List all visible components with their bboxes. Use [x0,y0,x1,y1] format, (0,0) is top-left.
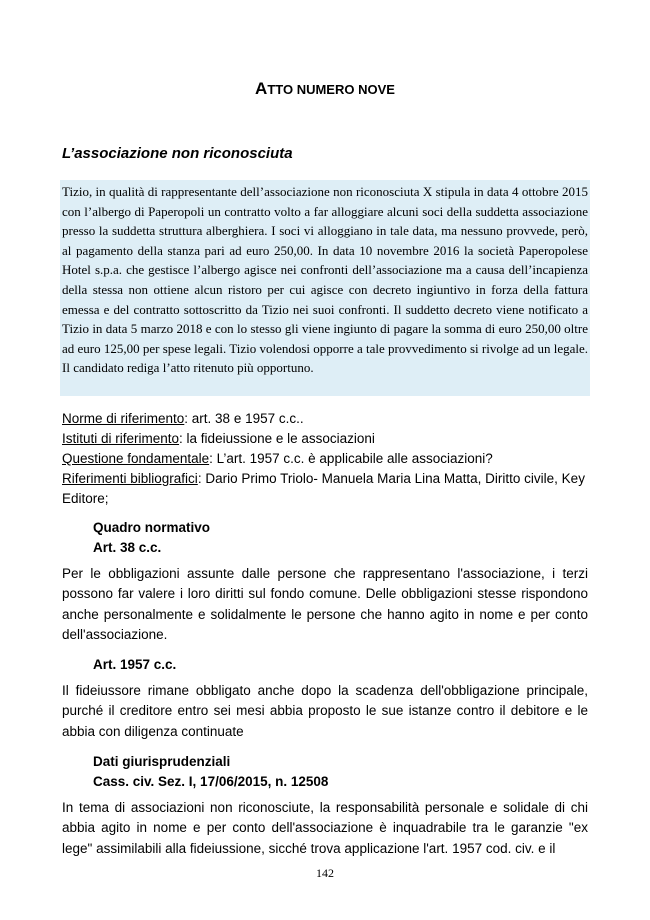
heading-cassazione: Cass. civ. Sez. I, 17/06/2015, n. 12508 [93,774,329,789]
reference-value: : art. 38 e 1957 c.c.. [184,411,304,426]
references-block [62,409,588,509]
reference-label: Istituti di riferimento [62,431,180,446]
heading-quadro-normativo: Quadro normativo [93,520,211,535]
document-title [0,79,650,99]
reference-line-riferimenti [62,469,588,509]
reference-line-norme [62,409,588,429]
title-rest: TTO NUMERO NOVE [267,82,395,97]
section-subtitle: L’associazione non riconosciuta [62,145,293,162]
paragraph-cassazione: In tema di associazioni non riconosciute, la responsabilità personale e solidale di chi abbia agito in nome e per conto dell'associazione è inquadrabile tra le garanzie "ex lege" assimilabili alla fideiussione, sicché trova applicazione l'art. 1957 cod. civ. e il [62,800,588,856]
heading-art-38: Art. 38 c.c. [93,540,162,555]
case-text-box: Tizio, in qualità di rappresentante dell’associazione non riconosciuta X stipula in data 4 ottobre 2015 con l’albergo di Paperopoli un contratto volto a far alloggiare alcuni soci della suddetta associazione presso la suddetta struttura alberghiera. I soci vi alloggiano in tale data, ma nessuno provvede, però, al pagamento della stanza pari ad euro 250,00. In data 10 novembre 2016 la società Paperopolese Hotel s.p.a. che gestisce l’albergo agisce nei confronti dell’associazione ma a causa dell’incapienza della stessa non ottiene alcun ristoro per cui agisce con decreto ingiuntivo in forza della fattura emessa e del contratto sottoscritto da Tizio nei suoi confronti. Il suddetto decreto viene notificato a Tizio in data 5 marzo 2018 e con lo stesso gli viene ingiunto di pagare la somma di euro 250,00 oltre ad euro 125,00 per spese legali. Tizio volendosi opporre a tale provvedimento si rivolge ad un legale. Il candidato rediga l’atto ritenuto più opportuno. [60,180,590,396]
reference-value: : L’art. 1957 c.c. è applicabile alle associazioni? [209,451,493,466]
title-initial: A [255,79,268,98]
paragraph-art-38: Per le obbligazioni assunte dalle persone che rappresentano l'associazione, i terzi possono far valere i loro diritti sul fondo comune. Delle obbligazioni stesse rispondono anche personalmente e solidalmente le persone che hanno agito in nome e per conto dell'associazione. [62,566,588,643]
reference-value: : Dario Primo Triolo- Manuela Maria Lina Matta, Diritto civile, Key Editore; [62,471,585,506]
reference-label: Norme di riferimento [62,411,185,426]
heading-dati-giurisprudenziali: Dati giurisprudenziali [93,754,231,769]
reference-label: Riferimenti bibliografici [62,471,198,486]
heading-art-1957: Art. 1957 c.c. [93,657,177,672]
paragraph-art-1957: Il fideiussore rimane obbligato anche dopo la scadenza dell'obbligazione principale, purché il creditore entro sei mesi abbia proposto le sue istanze contro il debitore e le abbia con diligenza continuate [62,683,588,739]
reference-value: : la fideiussione e le associazioni [179,431,375,446]
page-number: 142 [316,866,334,880]
reference-line-questione [62,449,588,469]
reference-line-istituti [62,429,588,449]
reference-label: Questione fondamentale [62,451,210,466]
